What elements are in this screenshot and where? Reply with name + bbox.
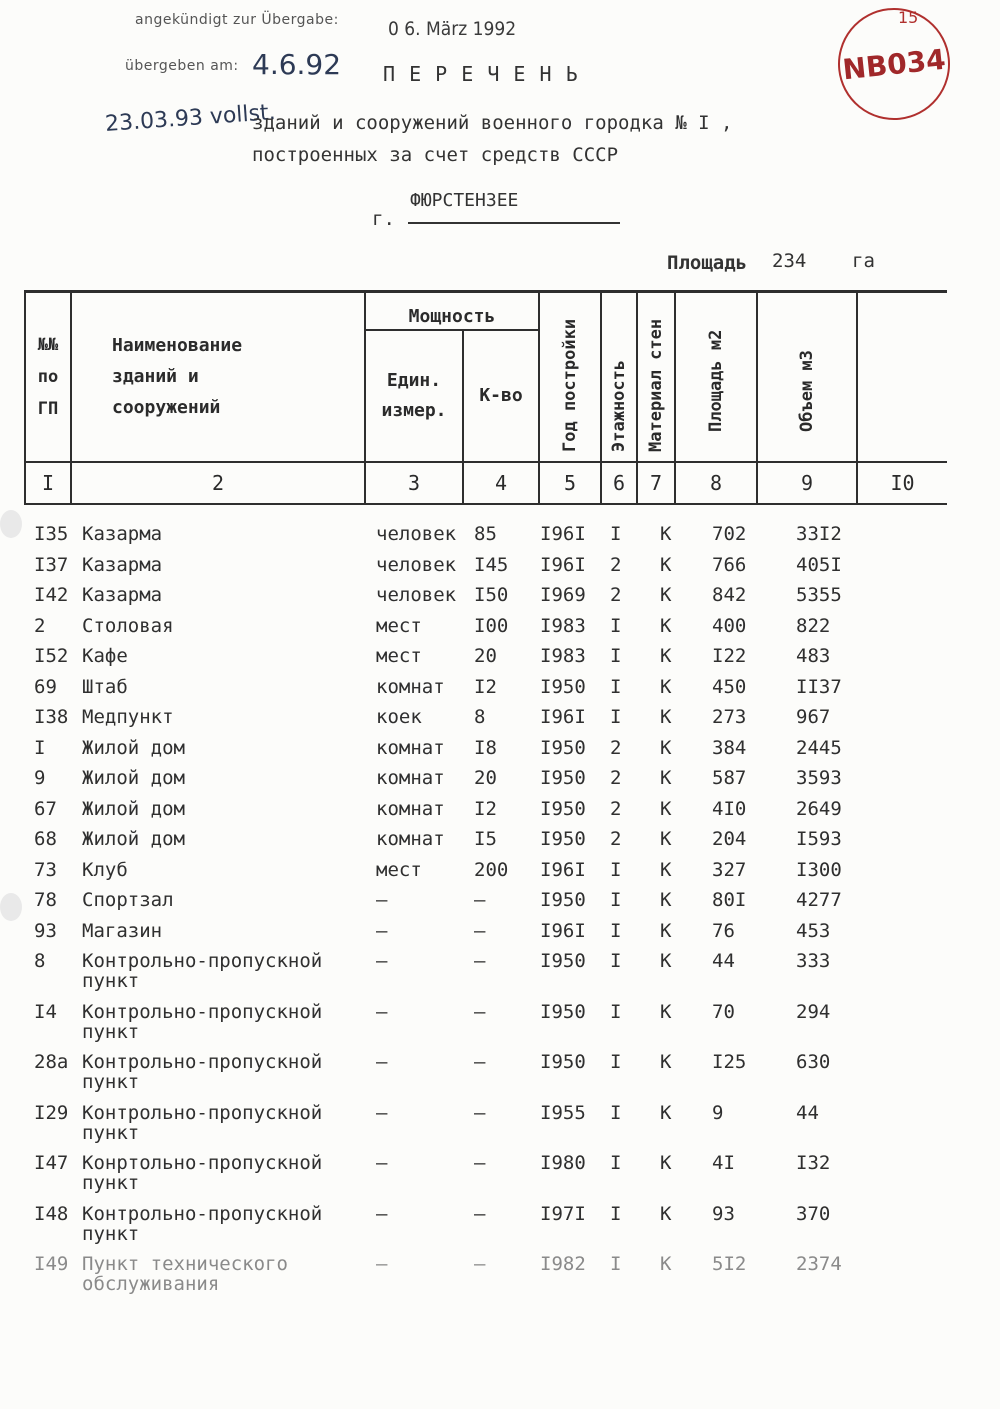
row-volume: 967 [796, 706, 831, 728]
row-name: Спортзал [82, 889, 174, 911]
table-row [0, 1052, 1000, 1103]
row-floors: I [610, 523, 622, 545]
row-name: Конртольно-пропускной пункт [82, 1152, 323, 1194]
row-number: I37 [34, 553, 69, 576]
col-number: 5 [539, 462, 601, 504]
row-name: Казарма [82, 553, 163, 576]
row-year: I950 [540, 1000, 586, 1023]
row-area: 93 [712, 1202, 735, 1225]
header-volume: Объем м3 [757, 292, 857, 462]
row-year: I950 [540, 797, 586, 820]
header-qty: К-во [463, 330, 539, 462]
row-year: I950 [540, 767, 586, 789]
handed-date: 4.6.92 [252, 48, 342, 81]
row-number: I47 [34, 1152, 69, 1174]
row-year: I969 [540, 584, 586, 606]
row-floors: I [610, 1051, 622, 1073]
row-floors: I [610, 919, 622, 942]
row-unit: коек [376, 706, 422, 728]
row-volume: 2445 [796, 736, 842, 759]
table-row [0, 921, 1000, 952]
row-material: К [660, 858, 672, 881]
row-material: К [660, 614, 672, 637]
row-volume: 483 [796, 645, 831, 667]
city-underline [408, 222, 620, 224]
row-unit: комнат [376, 675, 445, 698]
row-unit: – [376, 919, 388, 942]
table-row [0, 1204, 1000, 1255]
row-number: I52 [34, 645, 69, 667]
announced-date: 0 6. März 1992 [388, 18, 517, 40]
row-name: Контрольно-пропускной пункт [82, 1000, 323, 1043]
header-material: Материал стен [637, 292, 675, 462]
row-floors: I [610, 706, 622, 728]
row-material: К [660, 797, 672, 820]
header-col10 [857, 292, 947, 462]
announced-label: angekündigt zur Übergabe: [135, 12, 339, 28]
row-number: 78 [34, 889, 57, 911]
city-name: ФЮРСТЕНЗЕЕ [410, 190, 519, 211]
row-area: 76 [712, 919, 735, 942]
header-year: Год постройки [539, 292, 601, 462]
row-volume: 4277 [796, 889, 842, 911]
row-floors: I [610, 614, 622, 637]
row-qty: I50 [474, 584, 509, 606]
row-name: Жилой дом [82, 828, 185, 850]
row-floors: I [610, 858, 622, 881]
row-volume: 294 [796, 1000, 831, 1023]
row-material: К [660, 553, 672, 576]
row-area: 702 [712, 523, 747, 545]
table-body [0, 524, 1000, 1305]
row-qty: – [474, 1253, 486, 1275]
row-floors: 2 [610, 767, 622, 789]
row-volume: 405I [796, 553, 842, 576]
header-capacity: Мощность [365, 292, 539, 330]
row-material: К [660, 950, 672, 972]
row-volume: 370 [796, 1202, 831, 1225]
document-heading: П Е Р Е Ч Е Н Ь [383, 62, 579, 86]
row-material: К [660, 1051, 672, 1073]
row-name: Столовая [82, 614, 174, 637]
handed-label: übergeben am: [125, 58, 239, 74]
table-row [0, 738, 1000, 769]
row-volume: 44 [796, 1101, 819, 1124]
row-qty: 8 [474, 706, 486, 728]
col-number: 6 [601, 462, 637, 504]
table-row [0, 890, 1000, 921]
row-number: I [34, 736, 46, 759]
row-material: К [660, 889, 672, 911]
row-area: I25 [712, 1051, 747, 1073]
row-area: 273 [712, 706, 747, 728]
row-area: 9 [712, 1101, 724, 1124]
row-floors: 2 [610, 736, 622, 759]
row-volume: 2649 [796, 797, 842, 820]
table-row [0, 799, 1000, 830]
row-floors: I [610, 950, 622, 972]
row-name: Контрольно-пропускной пункт [82, 1051, 323, 1093]
title-line-1: зданий и сооружений военного городка № I , [252, 112, 733, 134]
row-volume: I300 [796, 858, 842, 881]
row-qty: I8 [474, 736, 497, 759]
row-year: I950 [540, 675, 586, 698]
row-material: К [660, 645, 672, 667]
row-number: 69 [34, 675, 57, 698]
row-floors: 2 [610, 828, 622, 850]
row-number: I35 [34, 523, 69, 545]
row-name: Кафе [82, 645, 128, 667]
row-name: Медпункт [82, 706, 174, 728]
row-number: 93 [34, 919, 57, 942]
row-volume: 822 [796, 614, 831, 637]
row-year: I950 [540, 889, 586, 911]
row-year: I982 [540, 1253, 586, 1275]
row-qty: – [474, 1202, 486, 1225]
row-qty: 20 [474, 645, 497, 667]
row-material: К [660, 1253, 672, 1275]
row-year: I96I [540, 919, 586, 942]
table-row [0, 1002, 1000, 1053]
row-volume: I593 [796, 828, 842, 850]
row-material: К [660, 919, 672, 942]
row-unit: – [376, 889, 388, 911]
col-number: 9 [757, 462, 857, 504]
row-qty: I00 [474, 614, 509, 637]
table-row [0, 646, 1000, 677]
row-qty: I2 [474, 675, 497, 698]
row-material: К [660, 706, 672, 728]
table-row [0, 951, 1000, 1002]
row-qty: 20 [474, 767, 497, 789]
row-number: I38 [34, 706, 69, 728]
row-volume: 453 [796, 919, 831, 942]
row-name: Казарма [82, 584, 163, 606]
seal-text: NB034 [840, 42, 948, 86]
header-name: Наименование зданий и сооружений [71, 292, 365, 462]
row-area: 4I0 [712, 797, 747, 820]
row-qty: – [474, 1000, 486, 1023]
row-unit: – [376, 1000, 388, 1023]
row-number: 2 [34, 614, 46, 637]
row-unit: – [376, 950, 388, 972]
row-floors: I [610, 1101, 622, 1124]
table-row [0, 860, 1000, 891]
table-header [24, 290, 947, 505]
row-year: I983 [540, 645, 586, 667]
row-year: I96I [540, 553, 586, 576]
table-row [0, 768, 1000, 799]
row-volume: 333 [796, 950, 831, 972]
row-material: К [660, 828, 672, 850]
row-year: I950 [540, 950, 586, 972]
row-floors: I [610, 1253, 622, 1275]
row-number: 73 [34, 858, 57, 881]
row-area: 70 [712, 1000, 735, 1023]
row-volume: 3593 [796, 767, 842, 789]
row-qty: 200 [474, 858, 509, 881]
row-number: I42 [34, 584, 69, 606]
col-number: 7 [637, 462, 675, 504]
table-row [0, 1153, 1000, 1204]
row-area: 5I2 [712, 1253, 747, 1275]
row-area: 587 [712, 767, 747, 789]
row-qty: I5 [474, 828, 497, 850]
row-area: 400 [712, 614, 747, 637]
row-floors: 2 [610, 553, 622, 576]
header-unit: Един. измер. [365, 330, 463, 462]
row-area: 4I [712, 1152, 735, 1174]
row-unit: – [376, 1051, 388, 1073]
row-unit: комнат [376, 736, 445, 759]
row-qty: – [474, 919, 486, 942]
row-volume: 2374 [796, 1253, 842, 1275]
row-number: I48 [34, 1202, 69, 1225]
row-unit: комнат [376, 828, 445, 850]
row-year: I950 [540, 828, 586, 850]
table-row [0, 677, 1000, 708]
table-row [0, 1254, 1000, 1305]
row-floors: I [610, 1202, 622, 1225]
row-name: Контрольно-пропускной пункт [82, 1202, 323, 1245]
row-number: I4 [34, 1000, 57, 1023]
row-number: I29 [34, 1101, 69, 1124]
row-qty: – [474, 1101, 486, 1124]
row-area: 450 [712, 675, 747, 698]
row-material: К [660, 1202, 672, 1225]
row-area: 766 [712, 553, 747, 576]
table-row [0, 707, 1000, 738]
row-material: К [660, 767, 672, 789]
city-prefix: г. [372, 208, 395, 230]
row-number: 67 [34, 797, 57, 820]
archive-seal [832, 2, 955, 125]
row-year: I950 [540, 1051, 586, 1073]
row-qty: I2 [474, 797, 497, 820]
row-material: К [660, 523, 672, 545]
row-material: К [660, 584, 672, 606]
row-floors: I [610, 675, 622, 698]
col-number: I0 [857, 462, 947, 504]
row-volume: 33I2 [796, 523, 842, 545]
table-row [0, 829, 1000, 860]
row-number: 28а [34, 1051, 69, 1073]
row-unit: человек [376, 584, 457, 606]
row-name: Контрольно-пропускной пункт [82, 950, 323, 992]
row-material: К [660, 675, 672, 698]
row-material: К [660, 736, 672, 759]
row-unit: – [376, 1152, 388, 1174]
row-year: I96I [540, 523, 586, 545]
row-floors: 2 [610, 584, 622, 606]
table-row [0, 616, 1000, 647]
row-name: Пункт технического обслуживания [82, 1253, 288, 1295]
row-number: I49 [34, 1253, 69, 1275]
table-row [0, 555, 1000, 586]
row-year: I983 [540, 614, 586, 637]
row-name: Контрольно-пропускной пункт [82, 1101, 323, 1144]
row-qty: I45 [474, 553, 509, 576]
row-number: 8 [34, 950, 46, 972]
row-year: I96I [540, 706, 586, 728]
area-unit: га [852, 250, 875, 272]
row-material: К [660, 1000, 672, 1023]
row-floors: I [610, 1152, 622, 1174]
row-unit: – [376, 1202, 388, 1225]
row-unit: – [376, 1253, 388, 1275]
row-year: I97I [540, 1202, 586, 1225]
row-floors: I [610, 645, 622, 667]
row-area: 44 [712, 950, 735, 972]
row-unit: мест [376, 645, 422, 667]
row-material: К [660, 1101, 672, 1124]
row-area: 842 [712, 584, 747, 606]
area-value: 234 [772, 250, 807, 272]
row-area: I22 [712, 645, 747, 667]
row-area: 80I [712, 889, 747, 911]
row-number: 68 [34, 828, 57, 850]
table-row [0, 585, 1000, 616]
area-label: Площадь [667, 252, 748, 274]
row-unit: мест [376, 858, 422, 881]
corner-number: 15 [898, 8, 919, 27]
row-floors: I [610, 889, 622, 911]
row-volume: 5355 [796, 584, 842, 606]
row-name: Жилой дом [82, 797, 185, 820]
row-floors: 2 [610, 797, 622, 820]
row-area: 384 [712, 736, 747, 759]
col-number: 3 [365, 462, 463, 504]
row-volume: II37 [796, 675, 842, 698]
row-qty: – [474, 1051, 486, 1073]
row-name: Штаб [82, 675, 128, 698]
row-number: 9 [34, 767, 46, 789]
col-number: I [25, 462, 71, 504]
row-unit: – [376, 1101, 388, 1124]
title-line-2: построенных за счет средств СССР [252, 144, 619, 166]
row-qty: – [474, 1152, 486, 1174]
row-qty: – [474, 950, 486, 972]
row-material: К [660, 1152, 672, 1174]
row-floors: I [610, 1000, 622, 1023]
row-unit: человек [376, 523, 457, 545]
row-name: Магазин [82, 919, 163, 942]
col-number: 8 [675, 462, 757, 504]
row-name: Клуб [82, 858, 128, 881]
header-area: Площадь м2 [675, 292, 757, 462]
row-qty: 85 [474, 523, 497, 545]
handwritten-note: 23.03.93 vollst. [104, 100, 277, 137]
row-unit: мест [376, 614, 422, 637]
row-name: Казарма [82, 523, 163, 545]
row-qty: – [474, 889, 486, 911]
row-year: I96I [540, 858, 586, 881]
row-unit: комнат [376, 767, 445, 789]
row-year: I950 [540, 736, 586, 759]
col-number: 4 [463, 462, 539, 504]
header-no: №№ по ГП [25, 292, 71, 462]
table-row [0, 524, 1000, 555]
header-floors: Этажность [601, 292, 637, 462]
row-unit: комнат [376, 797, 445, 820]
row-area: 204 [712, 828, 747, 850]
row-unit: человек [376, 553, 457, 576]
row-name: Жилой дом [82, 767, 185, 789]
row-area: 327 [712, 858, 747, 881]
col-number: 2 [71, 462, 365, 504]
row-year: I955 [540, 1101, 586, 1124]
row-volume: 630 [796, 1051, 831, 1073]
row-volume: I32 [796, 1152, 831, 1174]
row-name: Жилой дом [82, 736, 185, 759]
table-row [0, 1103, 1000, 1154]
row-year: I980 [540, 1152, 586, 1174]
